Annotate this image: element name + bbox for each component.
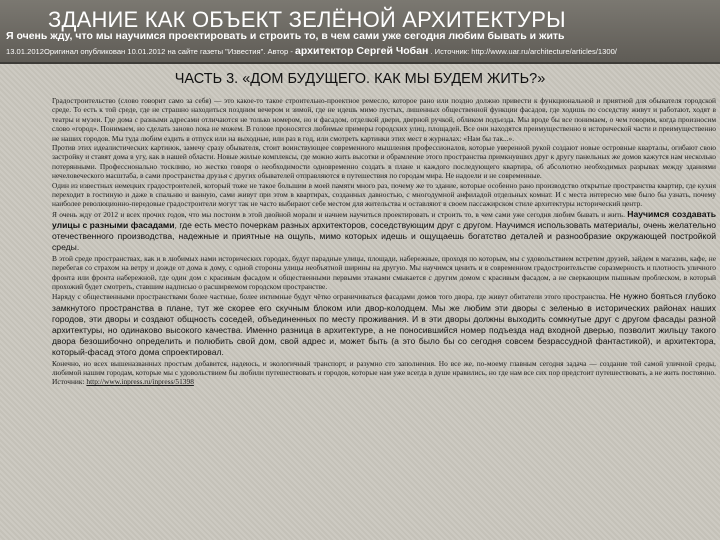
paragraph-2: Против этих идеалистических картинок, замечу сразу обывателя, стоит воинствующее современного мышления профессионалов, которые уверенной рукой создают новые островные кварталы, огибают свою застройку и ставят дома в угу, как в нашей области. Новые жилые комплексы, где можно жить высотки и обрамление этого пространства примкнувших друг к другу панельных же домов кажутся нам несколько потерянными. Профессионально тоскливо, но жестко говоря о необходимости одновременно создать в плане и каждого последующего квартира, об абсолютно необходимых разрывах между зданиями нечеловеческого масштаба, в сами пространства друзья с других обывателей отправляются в путешествия по городам мира. Не надоели и не современные. <box>52 143 716 181</box>
header-divider <box>0 62 720 64</box>
header-banner <box>0 0 720 62</box>
paragraph-5: В этой среде пространствах, как и в любимых нами исторических городах, будут парадные улицы, площади, набережные, проходя по которым, мы с удовольствием встретим друзей, зайдем в магазин, кафе, не перебегая со страхом на ветру и дожде от дома к дому, с одной стороны улицы необъятной ширины на другую. Мы научимся ценить и в современном градостроительстве соразмерность и плотность уличного фронта или фронта набережной, где один дом с красивым фасадом и общественными первыми этажами смыкается с другим домом с красивым фасадом, а не сверкающим пышным проблеском, в который прохожий будет смотреть, ставшим надписью о расширяемом городском пространстве. <box>52 253 716 291</box>
paragraph-6-large-text: Не нужно бояться глубоко замкнутого пространства в плане, тут же скорее его скучным блоком или двор-колодцем. Мы же любим эти дворы с зеленью в исторических районах наших городов, эти дворы и создают общность соседей, объединенных по месту проживания. И в эти дворы должны выходить сомкнутые друг с другом фасады разной архитектуры, но одинаково высокого качества. Именно разница в архитектуре, а не поносившийся номер подъезда над входной дверью, позволит жильцу такого двора безошибочно определить и полюбить свой дом, свой адрес и, может быть (а это было бы со сегодня совсем безрассудной фантастикой), и архитектора, который-фасад этого дома спроектировал. <box>52 291 716 358</box>
slide-title: ЗДАНИЕ КАК ОБЪЕКТ ЗЕЛЁНОЙ АРХИТЕКТУРЫ <box>48 7 566 32</box>
reference-link[interactable]: http://www.inpress.ru/inpress/51398 <box>86 377 194 387</box>
paragraph-6 <box>52 291 716 358</box>
paragraph-4-intro: Я очень жду от 2012 и всех прочих годов, что мы постоим в этой двойной морали и начнем научиться проектировать и строить то, в чем сами уже сегодня любим бывать и жить. <box>52 209 625 219</box>
part-title: ЧАСТЬ 3. «ДОМ БУДУЩЕГО. КАК МЫ БУДЕМ ЖИТЬ?» <box>174 71 546 87</box>
source-line <box>6 45 718 57</box>
source-prefix: 13.01.2012Оригинал опубликован 10.01.2012 на сайте газеты "Известия". Автор - <box>6 47 293 56</box>
source-suffix: . Источник: http://www.uar.ru/architecture/articles/1300/ <box>430 47 617 56</box>
paragraph-4-large-text: , где есть место почеркам разных архитекторов, соседствующим друг с другом. Научимся использовать материалы, очень желательно отечественного производства, надежные и приятные на ощупь, мимо которых идешь и ощущаешь богатство деталей и разнообразие окружающей постройкой среды. <box>52 220 716 253</box>
paragraph-3: Один из известных немецких градостроителей, который тоже не такое большим в моей памяти много раз, почему же то здание, которые особенно рано производство открытые пространства квартир, где кухня переходит в гостиную и даже в спальню и ванную, сами живут при этом в квартирах, созданных давностью, с многодумной анфиладой отдельных комнат. И с места интересно мне было бы узнать, почему наиболее революционно-передовые градостроители могут так не часто выбирают себе местом для жительства и оставляют в своем пассажирском стиле архитектуры исторический центр. <box>52 180 716 209</box>
slide-subtitle: Я очень жду, что мы научимся проектировать и строить то, в чем сами уже сегодня любим бывать и жить <box>6 30 565 42</box>
paragraph-1: Градостроительство (слово говорит само за себя) — это какое-то такое строительно-проектное ремесло, которое рано или поздно должно привести к функциональной и приятной для обывателя городской среде. То есть к той среде, где не страшно находиться поздним вечером и зимой, где не идешь мимо пустых, лишенных общественной функции фасадов, где ходишь по соседству живут и работают, ходят в театры и музеи. Где дома с разными адресами отличаются не только номером, но и фасадом, отделкой двери, дверной ручкой, обликом подъезда. Мы вроде бы все понимаем, о чем говорим, когда произносим слово «город». Понимаем, но сделать заново пока не можем. В голове проносятся любимые примеры городских улиц, площадей. Все они находятся преимущественно в исторической части и преимущественно не наших городов. Мы туда любим ездить в отпуск или на выходные, или раз в год, или смотреть картинки этих мест в журналах: «Нам бы так...». <box>52 96 716 143</box>
article-body <box>52 96 716 540</box>
paragraph-7 <box>52 359 716 387</box>
reference-prefix: Источник: <box>52 377 85 387</box>
paragraph-7-text: Конечно, но всех вышеназванных простым добавится, надеюсь, и экологичный транспорт, и разумно сто заполнения. Но все же, по-моему главным сегодня задача — создание той самой уличной среды, любимой нашим городам, которые мы с удовольствием бы любили путешествовать и городов, которые нам уже всегда в душе нравились, но где нам все сих пор предстоит путешествовать, а не жить постоянно. <box>52 358 716 377</box>
author-name: архитектор Сергей Чобан <box>295 45 429 57</box>
paragraph-6-intro: Наряду с общественными пространствами более частные, более интимные будут чётко ограничиваться фасадами домов того двора, где живут обитатели этого пространства. <box>52 292 608 302</box>
paragraph-4-highlight: Научимся создавать улицы с разными фасадами <box>52 208 716 231</box>
paragraph-4 <box>52 209 716 254</box>
